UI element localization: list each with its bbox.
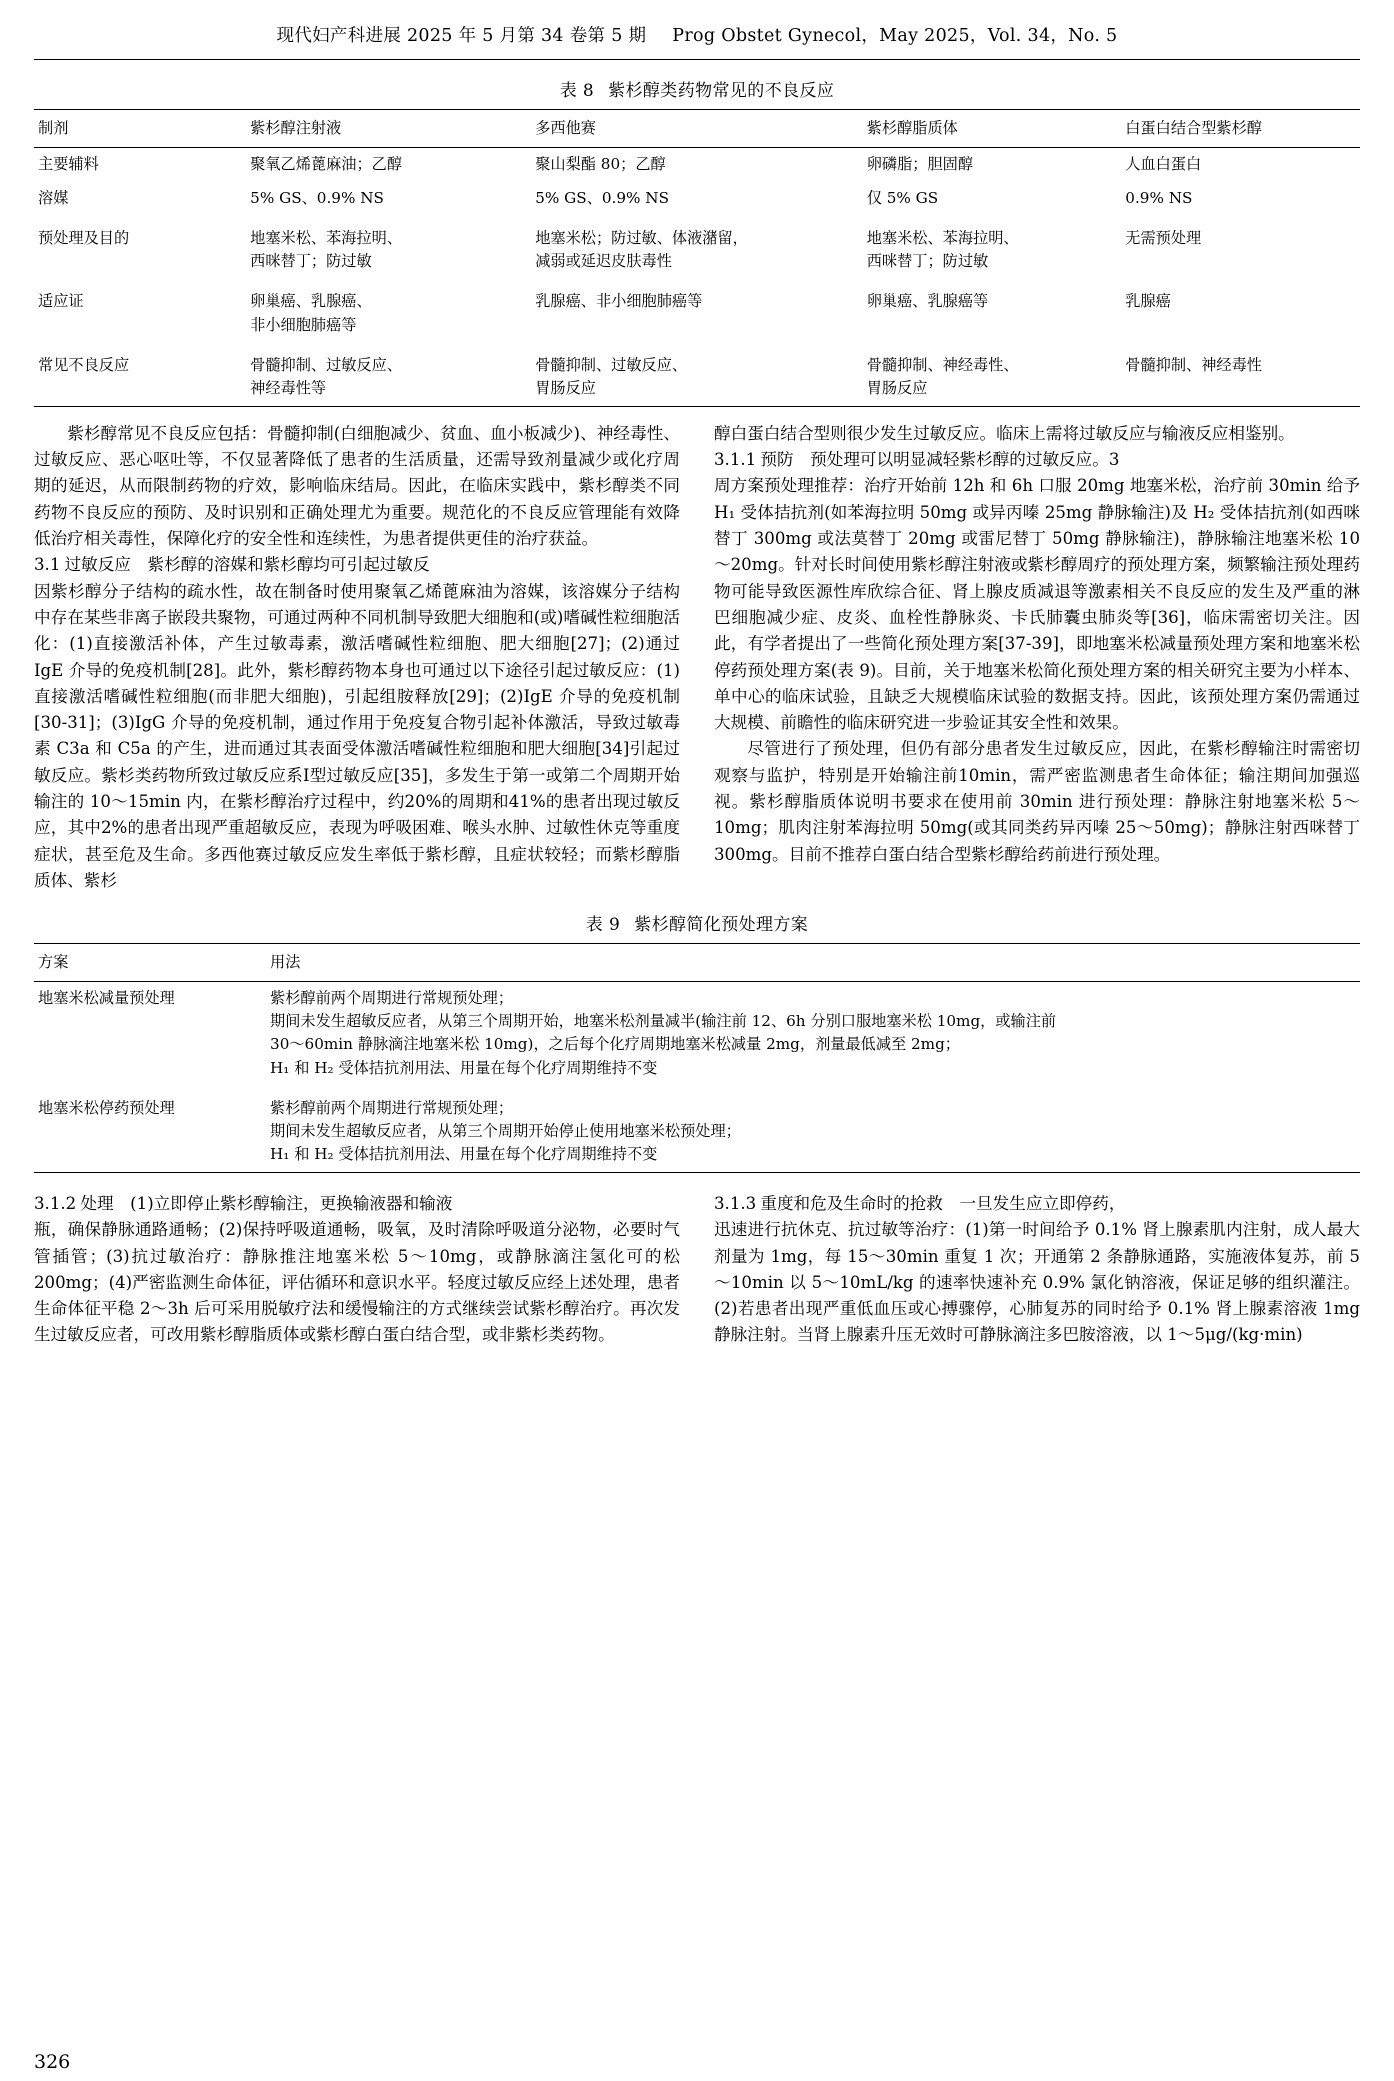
lower-column-left (34, 1191, 680, 1349)
table8-r3-label: 适应证 (38, 292, 84, 311)
table8-r3-c3 (863, 285, 1122, 348)
header-divider (34, 59, 1360, 60)
table9-r1-usage (266, 1092, 1360, 1173)
cell-line: 30～60min 静脉滴注地塞米松 10mg)，之后每个化疗周期地塞米松减量 2mg，剂量最低减至 2mg； (270, 1035, 960, 1054)
table8-caption-text: 紫杉醇类药物常见的不良反应 (608, 81, 835, 101)
table9-caption-text: 紫杉醇简化预处理方案 (634, 915, 809, 936)
body-column-right (714, 421, 1360, 894)
table-row (34, 148, 1360, 183)
table9-caption (34, 910, 1360, 935)
cell-line: 神经毒性等 (250, 378, 327, 397)
table-row (34, 982, 1360, 1092)
section-title: 重度和危及生命时的抢救 (760, 1193, 943, 1213)
section-title: 处理 (80, 1193, 114, 1213)
cell-line: 卵巢癌、乳腺癌等 (866, 292, 989, 311)
cell-line: 仅 5% GS (866, 189, 939, 208)
cell-line: 乳腺癌、非小细胞肺癌等 (535, 292, 703, 311)
cell-line: 0.9% NS (1125, 189, 1193, 208)
table-row (34, 222, 1360, 285)
section-lead: 预处理可以明显减轻紫杉醇的过敏反应。3 (810, 450, 1120, 470)
section-title: 过敏反应 (64, 555, 131, 575)
table8-col-2: 多西他赛 (531, 110, 863, 148)
table9 (34, 943, 1360, 1173)
running-head (34, 14, 1360, 53)
table-row (34, 182, 1360, 222)
section-number: 3.1 (34, 555, 61, 575)
section-number: 3.1.1 (714, 450, 757, 470)
table8 (34, 109, 1360, 407)
cell-line: 骨髓抑制、过敏反应、 (535, 355, 688, 374)
cell-line: 骨髓抑制、神经毒性、 (866, 355, 1019, 374)
cell-line: 减弱或延迟皮肤毒性 (535, 252, 672, 271)
section-lead: (1)立即停止紫杉醇输注，更换输液器和输液 (130, 1193, 453, 1213)
cell-line: 骨髓抑制、过敏反应、 (250, 355, 403, 374)
table8-r1-label: 溶媒 (38, 189, 69, 208)
table8-r1-c4 (1121, 182, 1360, 222)
cell-line: 紫杉醇前两个周期进行常规预处理； (270, 989, 514, 1008)
table9-col-1: 用法 (266, 944, 1360, 982)
table9-r0-usage (266, 982, 1360, 1092)
table8-r1-c2 (531, 182, 863, 222)
table8-col-1: 紫杉醇注射液 (246, 110, 531, 148)
table8-col-0: 制剂 (34, 110, 246, 148)
table9-r0-label: 地塞米松减量预处理 (38, 989, 175, 1008)
cell-line: 5% GS、0.9% NS (250, 189, 384, 208)
table8-r3-c2 (531, 285, 863, 348)
cell-line: 西咪替丁；防过敏 (250, 252, 372, 271)
table8-r2-c4 (1121, 222, 1360, 285)
paragraph: 紫杉醇常见不良反应包括：骨髓抑制(白细胞减少、贫血、血小板减少)、神经毒性、过敏反应、恶心呕吐等，不仅显著降低了患者的生活质量，还需导致剂量减少或化疗周期的延迟，从而限制药物的疗效，影响临床结局。因此，在临床实践中，紫杉醇类不同药物不良反应的预防、及时识别和正确处理尤为重要。规范化的不良反应管理能有效降低治疗相关毒性，保障化疗的安全性和连续性，为患者提供更佳的治疗获益。 (34, 423, 680, 549)
paragraph: 醇白蛋白结合型则很少发生过敏反应。临床上需将过敏反应与输液反应相鉴别。 (714, 423, 1295, 443)
cell-line: 骨髓抑制、神经毒性 (1125, 355, 1262, 374)
running-head-left: 现代妇产科进展 2025 年 5 月第 34 卷第 5 期 (276, 26, 647, 46)
section-lead: 一旦发生应立即停药， (959, 1193, 1126, 1213)
table8-r0-c2 (531, 148, 863, 183)
table8-col-4: 白蛋白结合型紫杉醇 (1121, 110, 1360, 148)
lower-column-right (714, 1191, 1360, 1349)
section-number: 3.1.2 (34, 1193, 77, 1213)
table9-col-0: 方案 (34, 944, 266, 982)
table-row (34, 285, 1360, 348)
cell-line: 胃肠反应 (535, 378, 596, 397)
table9-r1-label: 地塞米松停药预处理 (34, 1092, 266, 1173)
table8-r4-c4 (1121, 349, 1360, 407)
cell-line: 紫杉醇前两个周期进行常规预处理； (270, 1098, 514, 1117)
paragraph: 因紫杉醇分子结构的疏水性，故在制备时使用聚氧乙烯蓖麻油为溶媒，该溶媒分子结构中存在某些非离子嵌段共聚物，可通过两种不同机制导致肥大细胞和(或)嗜碱性粒细胞活化：(1)直接激活补体，产生过敏毒素，激活嗜碱性粒细胞、肥大细胞[27]；(2)通过 IgE 介导的免疫机制[28]。此外，紫杉醇药物本身也可通过以下途径引起过敏反应：(1)直接激活嗜碱性粒细胞(而非肥大细胞)，引起组胺释放[29]；(2)IgE 介导的免疫机制[30-31]；(3)IgG 介导的免疫机制，通过作用于免疫复合物引起补体激活，导致过敏毒素 C3a 和 C5a 的产生，进而通过其表面受体激活嗜碱性粒细胞和肥大细胞[34]引起过敏反应。紫杉类药物所致过敏反应系Ⅰ型过敏反应[35]，多发生于第一或第二个周期开始输注的 10～15min 内，在紫杉醇治疗过程中，约20%的周期和41%的患者出现过敏反应，其中2%的患者出现严重超敏反应，表现为呼吸困难、喉头水肿、过敏性休克等重度症状，甚至危及生命。多西他赛过敏反应发生率低于紫杉醇，且症状较轻；而紫杉醇脂质体、紫杉 (34, 581, 680, 890)
section-3-1 (34, 552, 680, 578)
table-row (34, 1092, 1360, 1173)
cell-line: H₁ 和 H₂ 受体拮抗剂用法、用量在每个化疗周期维持不变 (270, 1144, 658, 1163)
cell-line: 期间未发生超敏反应者，从第三个周期开始停止使用地塞米松预处理； (270, 1121, 741, 1140)
cell-line: 胃肠反应 (866, 378, 928, 397)
paragraph: 瓶，确保静脉通路通畅；(2)保持呼吸道通畅，吸氧，及时清除呼吸道分泌物，必要时气管插管；(3)抗过敏治疗：静脉推注地塞米松 5～10mg，或静脉滴注氢化可的松 200mg；(4)严密监测生命体征，评估循环和意识水平。轻度过敏反应经上述处理，患者生命体征平稳 2～3h 后可采用脱敏疗法和缓慢输注的方式继续尝试紫杉醇治疗。再次发生过敏反应者，可改用紫杉醇脂质体或紫杉醇白蛋白结合型，或非紫杉类药物。 (34, 1220, 680, 1345)
table8-caption (34, 76, 1360, 101)
table8-r4-c1 (246, 349, 531, 407)
paragraph: 周方案预处理推荐：治疗开始前 12h 和 6h 口服 20mg 地塞米松，治疗前 30min 给予 H₁ 受体拮抗剂(如苯海拉明 50mg 或异丙嗪 25mg 静脉输注)及 H₂ 受体拮抗剂(如西咪替丁 300mg 或法莫替丁 20mg 或雷尼替丁 50mg 静脉输注)，静脉输注地塞米松 10～20mg。针对长时间使用紫杉醇注射液或紫杉醇周疗的预处理方案，频繁输注预处理药物可能导致医源性库欣综合征、肾上腺皮质减退等激素相关不良反应的发生及严重的淋巴细胞减少症、皮炎、血栓性静脉炎、卡氏肺囊虫肺炎等[36]，临床需密切关注。因此，有学者提出了一些简化预处理方案[37-39]，即地塞米松减量预处理方案和地塞米松停药预处理方案(表 9)。目前，关于地塞米松简化预处理方案的相关研究主要为小样本、单中心的临床试验，且缺乏大规模临床试验的数据支持。因此，该预处理方案仍需通过大规模、前瞻性的临床研究进一步验证其安全性和效果。 (714, 476, 1360, 733)
cell-line: 聚山梨酯 80；乙醇 (535, 155, 666, 174)
cell-line: 无需预处理 (1125, 229, 1202, 248)
section-title: 预防 (760, 450, 794, 470)
cell-line: H₁ 和 H₂ 受体拮抗剂用法、用量在每个化疗周期维持不变 (270, 1058, 658, 1077)
body-columns (34, 421, 1360, 894)
table8-caption-number: 表 8 (559, 81, 595, 101)
cell-line: 卵巢癌、乳腺癌、 (250, 292, 372, 311)
body-column-left (34, 421, 680, 894)
table8-r2-c2 (531, 222, 863, 285)
cell-line: 乳腺癌 (1125, 292, 1171, 311)
cell-line: 期间未发生超敏反应者，从第三个周期开始，地塞米松剂量减半(输注前 12、6h 分别口服地塞米松 10mg，或输注前 (270, 1012, 1057, 1031)
cell-line: 卵磷脂；胆固醇 (866, 155, 974, 174)
table8-r0-c1 (246, 148, 531, 183)
running-head-right: Prog Obstet Gynecol，May 2025，Vol. 34，No. 5 (672, 26, 1118, 46)
section-3-1-2 (34, 1191, 680, 1217)
cell-line: 地塞米松、苯海拉明、 (866, 229, 1019, 248)
table8-col-3: 紫杉醇脂质体 (863, 110, 1122, 148)
cell-line: 地塞米松、苯海拉明、 (250, 229, 403, 248)
table8-r4-c3 (863, 349, 1122, 407)
table8-header-row (34, 110, 1360, 148)
cell-line: 聚氧乙烯蓖麻油；乙醇 (250, 155, 403, 174)
table8-r2-c3 (863, 222, 1122, 285)
section-3-1-1 (714, 447, 1360, 473)
table8-r4-label: 常见不良反应 (34, 349, 246, 407)
section-number: 3.1.3 (714, 1193, 757, 1213)
page-number: 326 (34, 2051, 71, 2073)
section-lead: 紫杉醇的溶媒和紫杉醇均可引起过敏反 (147, 555, 430, 575)
section-3-1-3 (714, 1191, 1360, 1217)
table8-r2-c1 (246, 222, 531, 285)
paragraph: 迅速进行抗休克、抗过敏等治疗：(1)第一时间给予 0.1% 肾上腺素肌内注射，成人最大剂量为 1mg，每 15～30min 重复 1 次；开通第 2 条静脉通路，实施液体复苏，前 5～10min 以 5～10mL/kg 的速率快速补充 0.9% 氯化钠溶液，保证足够的组织灌注。(2)若患者出现严重低血压或心搏骤停，心肺复苏的同时给予 0.1% 肾上腺素溶液 1mg 静脉注射。当肾上腺素升压无效时可静脉滴注多巴胺溶液，以 1～5μg/(kg·min) (714, 1220, 1360, 1345)
table-row (34, 349, 1360, 407)
lower-columns (34, 1191, 1360, 1349)
table8-r4-c2 (531, 349, 863, 407)
table8-r1-c3 (863, 182, 1122, 222)
paragraph: 尽管进行了预处理，但仍有部分患者发生过敏反应，因此，在紫杉醇输注时需密切观察与监护，特别是开始输注前10min，需严密监测患者生命体征；输注期间加强巡视。紫杉醇脂质体说明书要求在使用前 30min 进行预处理：静脉注射地塞米松 5～10mg；肌肉注射苯海拉明 50mg(或其同类药异丙嗪 25～50mg)；静脉注射西咪替丁 300mg。目前不推荐白蛋白结合型紫杉醇给药前进行预处理。 (714, 739, 1360, 864)
table8-r0-label: 主要辅料 (38, 155, 99, 174)
table8-r2-label: 预处理及目的 (38, 229, 130, 248)
table8-r0-c4 (1121, 148, 1360, 183)
table9-caption-number: 表 9 (585, 915, 621, 936)
table8-r1-c1 (246, 182, 531, 222)
table8-r0-c3 (863, 148, 1122, 183)
cell-line: 非小细胞肺癌等 (250, 315, 357, 334)
cell-line: 人血白蛋白 (1125, 155, 1202, 174)
cell-line: 地塞米松；防过敏、体液潴留， (535, 229, 748, 248)
table8-r3-c1 (246, 285, 531, 348)
cell-line: 5% GS、0.9% NS (535, 189, 669, 208)
table9-header-row (34, 944, 1360, 982)
cell-line: 西咪替丁；防过敏 (866, 252, 989, 271)
table8-r3-c4 (1121, 285, 1360, 348)
